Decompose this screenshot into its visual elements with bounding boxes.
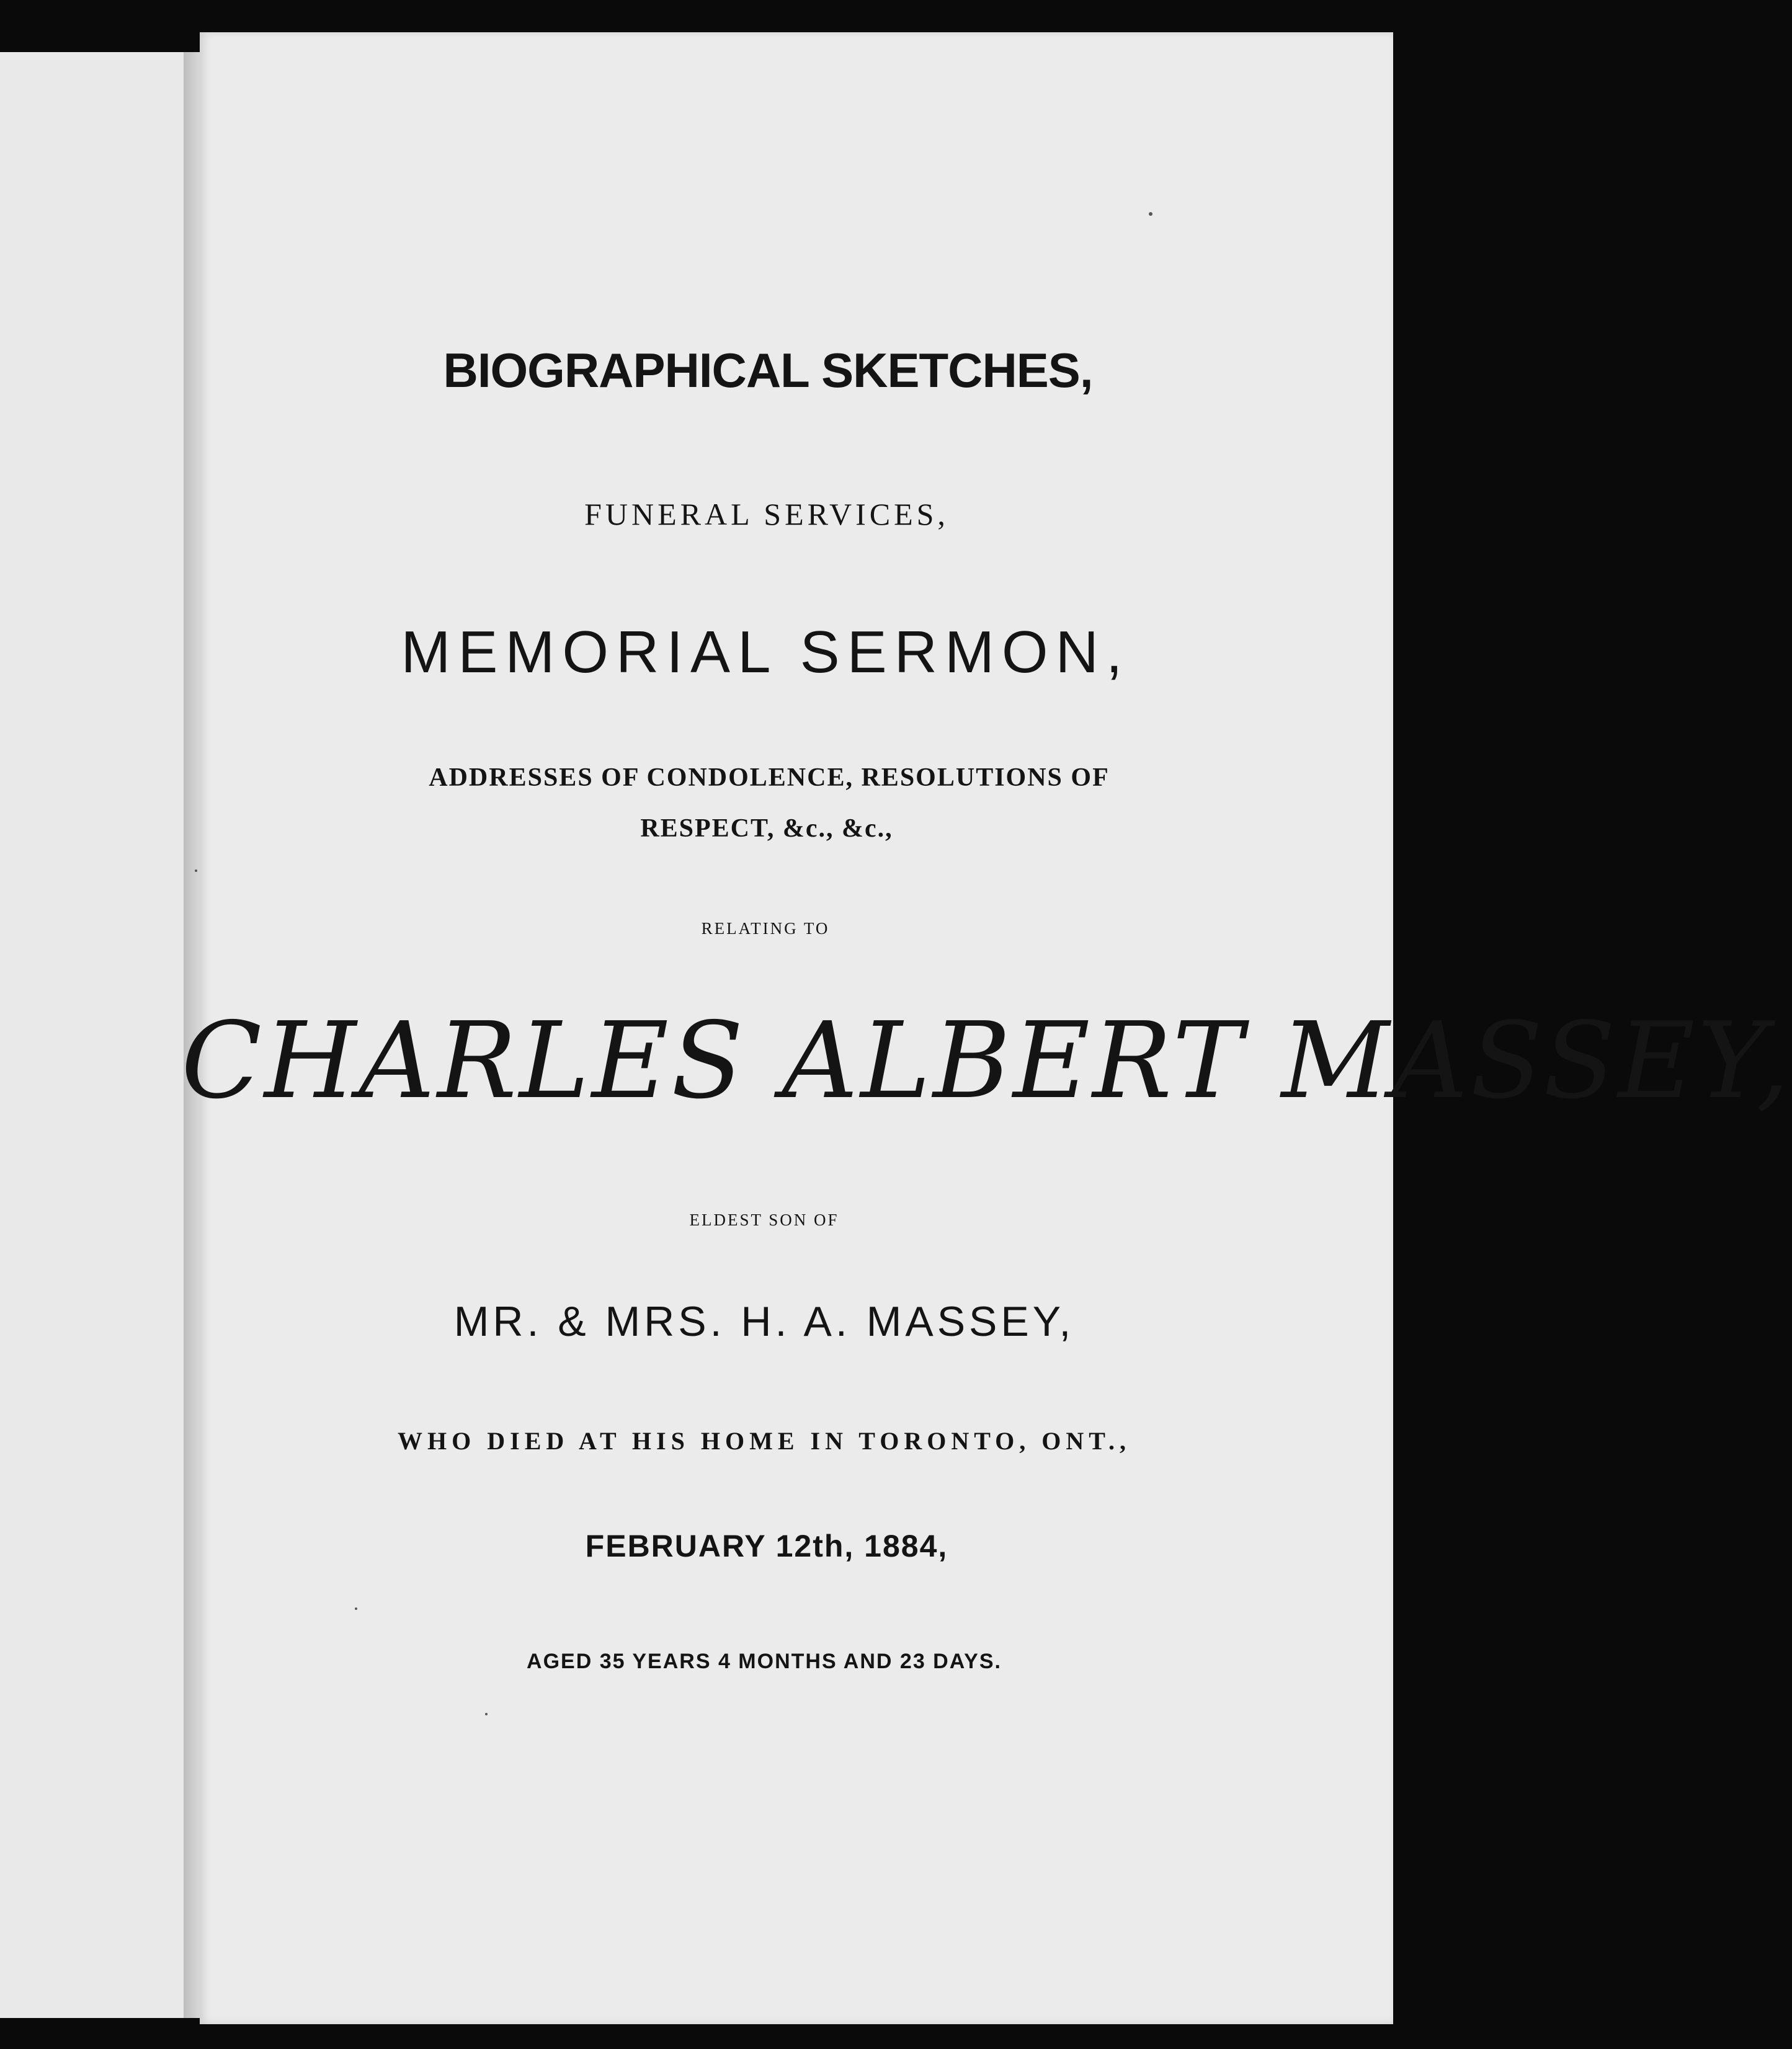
heading-memorial-sermon: MEMORIAL SERMON, xyxy=(401,619,1130,685)
title-page xyxy=(181,32,1792,2024)
age-at-death: AGED 35 YEARS 4 MONTHS AND 23 DAYS. xyxy=(527,1650,1002,1673)
eldest-son-of: ELDEST SON OF xyxy=(689,1211,839,1229)
paper-speck xyxy=(355,1607,357,1610)
death-date: FEBRUARY 12th, 1884, xyxy=(585,1529,948,1563)
paper-speck xyxy=(485,1713,488,1715)
paper-speck xyxy=(1149,212,1152,216)
heading-funeral-services: FUNERAL SERVICES, xyxy=(584,497,949,531)
left-blank-page xyxy=(0,52,188,2018)
subject-name: CHARLES ALBERT MASSEY, xyxy=(181,1000,1792,1122)
addresses-line-1: ADDRESSES OF CONDOLENCE, RESOLUTIONS OF xyxy=(429,763,1110,792)
paper-speck xyxy=(195,869,197,872)
parents-names: MR. & MRS. H. A. MASSEY, xyxy=(453,1298,1075,1345)
addresses-line-2: RESPECT, &c., &c., xyxy=(640,814,893,843)
relating-to: RELATING TO xyxy=(701,919,830,938)
death-place: WHO DIED AT HIS HOME IN TORONTO, ONT., xyxy=(398,1427,1131,1455)
heading-biographical-sketches: BIOGRAPHICAL SKETCHES, xyxy=(443,343,1093,398)
